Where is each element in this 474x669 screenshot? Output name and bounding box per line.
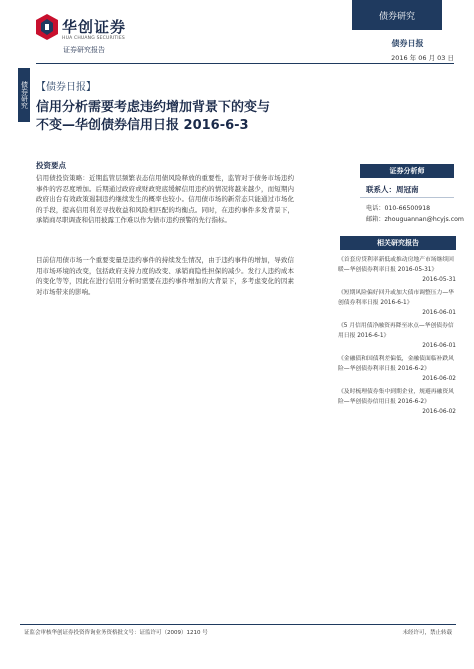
brand-name: 华创证券 [62,18,127,36]
related-report-date: 2016-06-02 [422,409,456,415]
related-reports-list [338,256,456,421]
related-report-title[interactable]: 《5 月信用债净融资再降至冰点—华创债券信用日报 2016-6-1》 [338,323,454,339]
related-section-heading: 相关研究报告 [340,236,456,250]
side-tab: 债券研究 [18,68,30,122]
brand-subtitle: 证券研究报告 [63,46,105,54]
report-type: 债券日报 [391,39,424,48]
footer-license: 证监会审核华创证券投资咨询业务资格批文号：证监许可（2009）1210 号 [24,630,208,636]
summary-paragraph-2: 目前信用债市场一个重要变量是违约事件的持续发生情况，由于违约事件的增加，导致信用市场环境的改变，包括政府支持力度的改变、承销商隐性担保的减少。发行人违约成本的变化等等，因此在进行信用分析时需要在违约事件增加的大背景下，多考虑变化的因素对市场带来的影响。 [36,256,294,296]
related-report-title[interactable]: 《首套房贷利率新低或推动房地产市场继续回暖—华创债券利率日报 2016-05-31》 [338,257,454,273]
analyst-phone: 电话：010-66500918 [366,205,431,212]
summary-heading: 投资要点 [36,161,66,170]
header-date-block [391,38,454,62]
analyst-email[interactable]: 邮箱：zhouguannan@hcyjs.com [366,216,464,223]
report-tag: 债券研究 [352,0,442,30]
header-divider [36,63,454,64]
huachuang-logo-icon [36,14,58,40]
report-title-line-2: 不变—华创债券信用日报 2016-6-3 [36,118,249,133]
summary-paragraph-1: 信用债投资策略：近期监管层频繁表态信用债风险释放的重要性，监管对于债务市场违约事件的容忍度增加。后期通过政府或财政兜底缓解信用违约的情况将越来越少，而短期内政府出台有效政策遏制违约继续发生的概率也较小。信用债市场的新常态只能通过市场化的手段，提高信用利差寻找收益和风险相匹配的均衡点。同时，在违约事件多发背景下，承销商尽职调查和信用披露工作难以作为债市违约预警的先行指标。 [36,174,294,224]
footer-notice: 未经许可，禁止转载 [402,630,452,636]
title-block [36,78,456,135]
brand-logo [36,14,146,56]
analyst-divider [360,197,454,198]
related-report-date: 2016-06-01 [422,310,456,316]
footer-divider [20,624,456,625]
report-title-line-1: 信用分析需要考虑违约增加背景下的变与 [36,100,271,115]
related-report-title[interactable]: 《短期风险偏好回升或加大债市调整压力—华创债券利率日报 2016-6-1》 [338,290,454,306]
related-report-date: 2016-06-01 [422,343,456,349]
analyst-section-heading: 证券分析师 [360,164,454,178]
analyst-name: 联系人：周冠南 [366,185,419,194]
related-report-date: 2016-06-02 [422,376,456,382]
related-report-title[interactable]: 《及时梳理债券集中到期企业，规避再融资风险—华创债券信用日报 2016-6-2》 [338,389,454,405]
related-report-date: 2016-05-31 [422,277,456,283]
brand-name-en: HUA CHUANG SECURITIES [62,36,125,41]
related-report-title[interactable]: 《金融债和国债利差偏低，金融债面临补跌风险—华创债券利率日报 2016-6-2》 [338,356,454,372]
report-date: 2016 年 06 月 03 日 [391,54,454,62]
report-category: 【债券日报】 [36,82,96,93]
page-header [0,0,474,70]
